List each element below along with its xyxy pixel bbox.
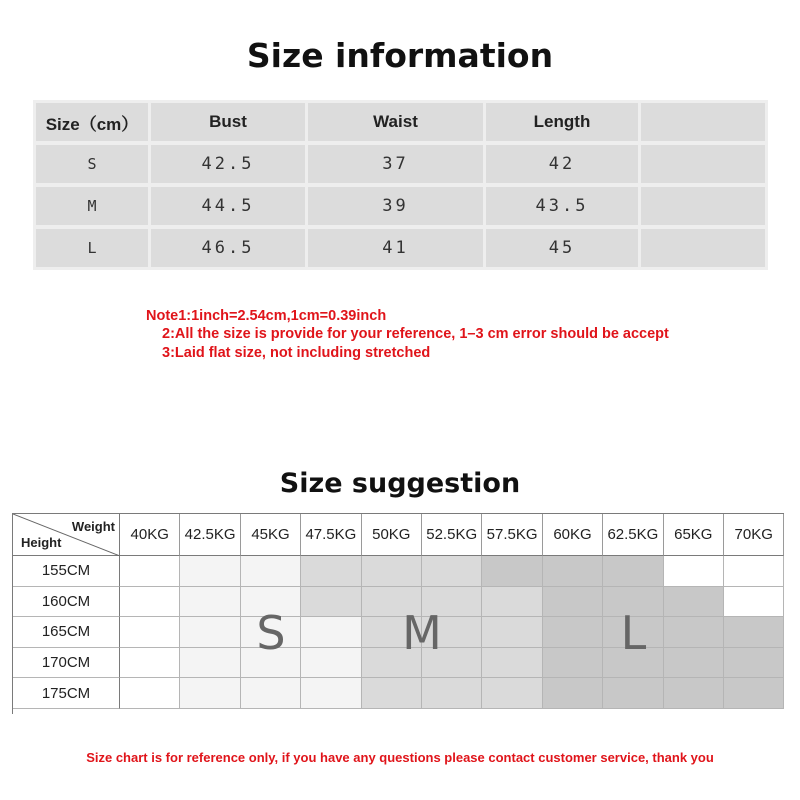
grid-cell-m bbox=[422, 678, 482, 709]
weight-header: 57.5KG bbox=[482, 514, 542, 556]
weight-header: 40KG bbox=[120, 514, 180, 556]
grid-cell-m bbox=[301, 587, 361, 618]
weight-header: 65KG bbox=[664, 514, 724, 556]
info-cell: 45 bbox=[486, 229, 638, 267]
note-3: 3:Laid flat size, not including stretched bbox=[162, 345, 431, 361]
footer-disclaimer: Size chart is for reference only, if you have any questions please contact customer service, thank you bbox=[86, 750, 714, 765]
size-information-title: Size information bbox=[246, 36, 554, 75]
grid-cell-m bbox=[482, 617, 542, 648]
grid-cell-l bbox=[482, 556, 542, 587]
grid-cell-l bbox=[664, 678, 724, 709]
info-cell bbox=[641, 187, 765, 225]
grid-cell-s bbox=[180, 587, 240, 618]
height-header: 170CM bbox=[13, 648, 120, 679]
grid-cell-l bbox=[543, 678, 603, 709]
grid-cell bbox=[724, 587, 784, 618]
height-header: 165CM bbox=[13, 617, 120, 648]
info-cell bbox=[641, 229, 765, 267]
weight-header: 60KG bbox=[543, 514, 603, 556]
weight-header: 45KG bbox=[241, 514, 301, 556]
info-cell: 42 bbox=[486, 145, 638, 183]
zone-label-s: S bbox=[256, 605, 286, 660]
grid-cell-l bbox=[603, 556, 663, 587]
grid-cell-s bbox=[180, 617, 240, 648]
info-cell: 39 bbox=[308, 187, 483, 225]
zone-label-m: M bbox=[402, 605, 442, 660]
grid-cell-s bbox=[301, 648, 361, 679]
note-1: Note1:1inch=2.54cm,1cm=0.39inch bbox=[146, 308, 387, 324]
grid-cell-m bbox=[301, 556, 361, 587]
grid-cell bbox=[120, 648, 180, 679]
grid-cell-l bbox=[724, 678, 784, 709]
grid-cell bbox=[120, 678, 180, 709]
grid-cell bbox=[120, 556, 180, 587]
grid-cell-m bbox=[422, 556, 482, 587]
size-information-table bbox=[33, 100, 768, 270]
height-header: 175CM bbox=[13, 678, 120, 709]
grid-cell-l bbox=[724, 617, 784, 648]
size-suggestion-grid bbox=[12, 513, 784, 714]
grid-cell-s bbox=[241, 556, 301, 587]
info-cell: 37 bbox=[308, 145, 483, 183]
info-cell: L bbox=[36, 229, 148, 267]
info-header-cell: Waist bbox=[308, 103, 483, 141]
grid-cell bbox=[120, 587, 180, 618]
info-header-cell: Bust bbox=[151, 103, 305, 141]
grid-cell-m bbox=[482, 648, 542, 679]
grid-cell-s bbox=[241, 678, 301, 709]
info-header-cell: Size（cm） bbox=[36, 103, 148, 141]
grid-cell-m bbox=[482, 678, 542, 709]
weight-header: 42.5KG bbox=[180, 514, 240, 556]
weight-header: 52.5KG bbox=[422, 514, 482, 556]
grid-cell-l bbox=[543, 587, 603, 618]
info-cell: 44.5 bbox=[151, 187, 305, 225]
height-header: 155CM bbox=[13, 556, 120, 587]
grid-cell-l bbox=[664, 648, 724, 679]
info-cell: 43.5 bbox=[486, 187, 638, 225]
grid-cell-s bbox=[180, 678, 240, 709]
grid-cell bbox=[724, 556, 784, 587]
weight-header: 47.5KG bbox=[301, 514, 361, 556]
info-header-cell bbox=[641, 103, 765, 141]
info-cell: M bbox=[36, 187, 148, 225]
info-cell: 41 bbox=[308, 229, 483, 267]
grid-cell-s bbox=[180, 556, 240, 587]
grid-cell-m bbox=[362, 556, 422, 587]
height-header: 160CM bbox=[13, 587, 120, 618]
grid-cell-l bbox=[664, 587, 724, 618]
grid-cell-s bbox=[301, 617, 361, 648]
size-suggestion-title: Size suggestion bbox=[279, 468, 521, 499]
grid-cell-l bbox=[543, 617, 603, 648]
grid-cell bbox=[664, 556, 724, 587]
info-cell: S bbox=[36, 145, 148, 183]
grid-cell-s bbox=[301, 678, 361, 709]
corner-weight-label: Weight bbox=[71, 519, 115, 534]
corner-height-label: Height bbox=[21, 535, 62, 550]
zone-label-l: L bbox=[620, 605, 647, 660]
grid-cell-l bbox=[724, 648, 784, 679]
grid-cell-l bbox=[543, 556, 603, 587]
grid-corner-header bbox=[13, 514, 120, 556]
grid-cell-l bbox=[543, 648, 603, 679]
grid-cell-m bbox=[482, 587, 542, 618]
grid-cell-l bbox=[664, 617, 724, 648]
grid-cell-m bbox=[362, 678, 422, 709]
info-header-cell: Length bbox=[486, 103, 638, 141]
note-2: 2:All the size is provide for your reference, 1–3 cm error should be accept bbox=[162, 326, 669, 342]
weight-header: 50KG bbox=[362, 514, 422, 556]
weight-header: 70KG bbox=[724, 514, 784, 556]
grid-cell-l bbox=[603, 678, 663, 709]
info-cell: 46.5 bbox=[151, 229, 305, 267]
weight-header: 62.5KG bbox=[603, 514, 663, 556]
grid-cell bbox=[120, 617, 180, 648]
info-cell bbox=[641, 145, 765, 183]
grid-cell-s bbox=[180, 648, 240, 679]
info-cell: 42.5 bbox=[151, 145, 305, 183]
